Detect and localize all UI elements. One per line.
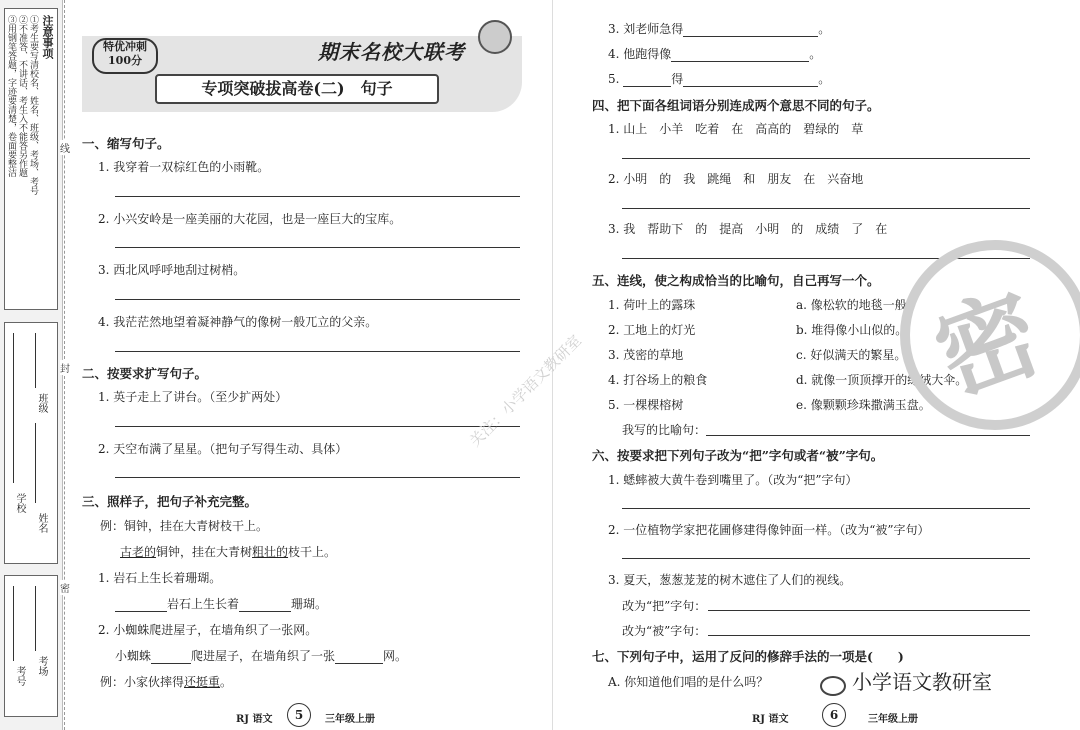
school-label: 学校	[14, 493, 25, 513]
section-7-title: 七、下列句子中，运用了反问的修辞手法的一项是( )	[592, 649, 904, 664]
footer-subject-right: RJ 语文	[752, 714, 789, 725]
series-brand: 期末名校大联考	[318, 40, 465, 64]
section-4-title: 四、把下面各组词语分别连成两个意思不同的句子。	[592, 98, 880, 113]
name-label: 姓名	[36, 513, 47, 533]
s7-option-a: A. 你知道他们唱的是什么吗？	[608, 675, 769, 689]
answer-line	[115, 351, 520, 352]
answer-line	[622, 208, 1030, 209]
s2-item-2: 2. 天空布满了星星。（把句子写得生动、具体）	[98, 442, 348, 456]
section-3-title: 三、照样子，把句子补充完整。	[82, 494, 258, 509]
blank[interactable]	[115, 599, 167, 612]
match-left-5: 5. 一棵棵榕树	[608, 398, 684, 412]
s4-item-1: 1. 山上 小羊 吃着 在 高高的 碧绿的 草	[608, 122, 864, 136]
s5-write-label: 我写的比喻句：	[622, 423, 707, 437]
blank[interactable]	[623, 74, 671, 87]
section-6-title: 六、按要求把下列句子改为“把”字句或者“被”字句。	[592, 448, 884, 463]
match-right-c: c. 好似满天的繁星。	[796, 348, 907, 362]
section-1-title: 一、缩写句子。	[82, 136, 170, 151]
diagonal-watermark: 关注：小学语文教研室	[465, 331, 585, 451]
answer-line	[708, 610, 1030, 611]
blank[interactable]	[335, 651, 383, 664]
s1-item-2: 2. 小兴安岭是一座美丽的大花园，也是一座巨大的宝库。	[98, 212, 402, 226]
s6-item-3: 3. 夏天，葱葱茏茏的树木遮住了人们的视线。	[608, 573, 852, 587]
footer-grade-right: 三年级上册	[868, 714, 918, 725]
s6-ba-label: 改为“把”字句：	[622, 599, 707, 613]
answer-line	[115, 426, 520, 427]
room-label: 考场	[36, 656, 47, 676]
answer-line	[622, 558, 1030, 559]
answer-line	[622, 508, 1030, 509]
s3-q1-fill: 岩石上生长着 珊瑚。	[115, 595, 327, 612]
match-left-2: 2. 工地上的灯光	[608, 323, 696, 337]
class-label: 班级	[36, 393, 47, 413]
r-item-5: 5. 得 。	[608, 72, 831, 86]
binding-sidebar	[0, 0, 63, 730]
blank[interactable]	[239, 599, 291, 612]
mascot-icon	[478, 20, 512, 54]
answer-line	[115, 299, 520, 300]
page-number-left: 5	[287, 703, 311, 727]
match-right-e: e. 像颗颗珍珠撒满玉盘。	[796, 398, 931, 412]
footer-subject-left: RJ 语文	[236, 714, 273, 725]
answer-line	[706, 435, 1030, 436]
answer-line	[115, 247, 520, 248]
example-2: 例：小家伙摔得还挺重。	[100, 675, 233, 689]
match-right-a: a. 像松软的地毯一般。	[796, 298, 919, 312]
s3-q1: 1. 岩石上生长着珊瑚。	[98, 571, 222, 585]
exam-number-label: 考号	[14, 666, 25, 686]
s6-bei-label: 改为“被”字句：	[622, 624, 707, 638]
example-1: 例：铜钟，挂在大青树枝干上。	[100, 519, 269, 533]
s2-item-1: 1. 英子走上了讲台。（至少扩两处）	[98, 390, 288, 404]
match-left-1: 1. 荷叶上的露珠	[608, 298, 696, 312]
underlined-word: 古老的	[120, 545, 157, 559]
answer-line	[708, 635, 1030, 636]
section-2-title: 二、按要求扩写句子。	[82, 366, 208, 381]
underlined-word: 粗壮的	[252, 545, 289, 559]
s3-q2: 2. 小蜘蛛爬进屋子，在墙角织了一张网。	[98, 623, 318, 637]
exam-info-box	[4, 575, 58, 717]
cut-mark-seal: 封	[60, 360, 70, 375]
notice-box	[4, 8, 58, 310]
blank[interactable]	[671, 49, 809, 62]
cut-mark-line: 线	[60, 140, 70, 155]
s6-item-1: 1. 蟋蟀被大黄牛卷到嘴里了。（改为“把”字句）	[608, 473, 858, 487]
s1-item-3: 3. 西北风呼呼地刮过树梢。	[98, 263, 246, 277]
notice-line-2: ②不准答、不讲话、考生入不能答另作题	[17, 15, 27, 177]
r-item-3: 3. 刘老师急得 。	[608, 22, 831, 36]
page-title: 专项突破拔高卷(二) 句子	[155, 74, 439, 104]
answer-line	[115, 477, 520, 478]
blank[interactable]	[151, 651, 191, 664]
notice-title: 注意事项	[41, 15, 54, 59]
account-watermark: 小学语文教研室	[852, 670, 992, 694]
wechat-icon	[820, 676, 846, 696]
section-5-title: 五、连线，使之构成恰当的比喻句，自己再写一个。	[592, 273, 880, 288]
blank[interactable]	[683, 24, 818, 37]
s4-item-2: 2. 小明 的 我 跳绳 和 朋友 在 兴奋地	[608, 172, 864, 186]
s1-item-1: 1. 我穿着一双棕红色的小雨靴。	[98, 160, 270, 174]
notice-line-1: ①考生要写清校名、姓名、班级、考场、考号	[28, 15, 38, 195]
secret-stamp-char: 密	[920, 271, 1055, 418]
match-right-d: d. 就像一顶顶撑开的绿绒大伞。	[796, 373, 968, 387]
match-right-b: b. 堆得像小山似的。	[796, 323, 908, 337]
cut-mark-secret: 密	[60, 580, 70, 595]
notice-line-3: ③用钢笔答题，字迹要清楚，卷面要整洁	[6, 15, 16, 177]
match-left-4: 4. 打谷场上的粮食	[608, 373, 708, 387]
answer-line	[622, 158, 1030, 159]
r-item-4: 4. 他跑得像 。	[608, 47, 822, 61]
page-number-right: 6	[822, 703, 846, 727]
blank[interactable]	[683, 74, 818, 87]
s3-q2-fill: 小蜘蛛 爬进屋子，在墙角织了一张 网。	[115, 649, 408, 663]
score-badge: 特优冲刺100分	[92, 38, 158, 74]
answer-line	[115, 196, 520, 197]
match-left-3: 3. 茂密的草地	[608, 348, 684, 362]
s4-item-3: 3. 我 帮助下 的 提高 小明 的 成绩 了 在	[608, 222, 888, 236]
footer-grade-left: 三年级上册	[325, 714, 375, 725]
s1-item-4: 4. 我茫茫然地望着凝神静气的像树一般兀立的父亲。	[98, 315, 378, 329]
student-info-box	[4, 322, 58, 564]
example-1-answer: 古老的铜钟，挂在大青树粗壮的枝干上。	[120, 545, 337, 559]
s6-item-2: 2. 一位植物学家把花圃修建得像钟面一样。（改为“被”字句）	[608, 523, 930, 537]
